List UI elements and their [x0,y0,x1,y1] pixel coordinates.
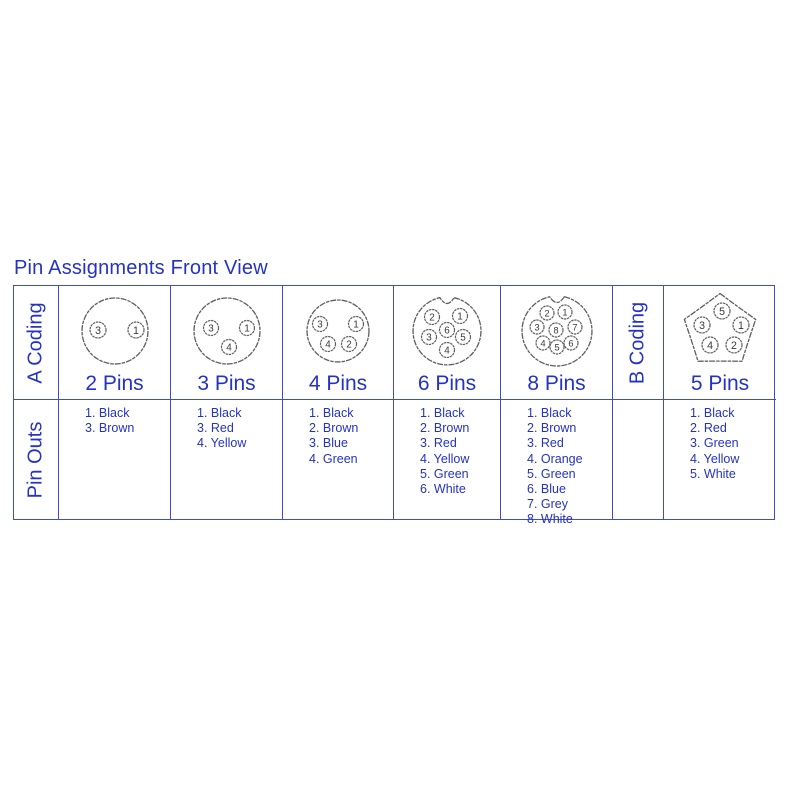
pinout-item: 2. Brown [527,421,577,436]
pinout-item: 1. Black [309,406,354,420]
pin-number: 1 [561,307,568,318]
connector-cell-2-pins [59,286,171,400]
page-title: Pin Assignments Front View [14,257,268,279]
connector-label: 6 Pins [417,371,477,395]
pinout-item: 7. Grey [527,497,568,512]
pin-number: 6 [444,325,450,337]
pinout-list [527,406,610,528]
pinout-item: 1. Black [690,406,735,420]
pinout-item: 4. Orange [527,451,583,466]
connector-label: 4 Pins [308,371,368,395]
pinout-list [85,406,168,436]
pinout-item: 4. Yellow [197,436,247,451]
pin-number: 6 [567,338,574,349]
pin-number: 3 [94,324,101,337]
pin-number: 5 [553,342,560,353]
pin-number: 2 [543,308,550,319]
pin-assignments-table [13,285,775,527]
pin-number: 1 [353,319,359,331]
pinout-item: 3. Green [690,436,739,451]
pin-outs-label: Pin Outs [24,421,47,498]
connector-cell-6-pins [394,286,501,400]
pin-number: 8 [552,325,559,336]
pin-number: 1 [457,311,463,323]
pin-number: 2 [429,312,435,324]
connector-5-pins-diagram [678,289,762,373]
pinout-item: 3. Red [197,421,234,436]
connector-3-pins-diagram [185,289,269,373]
connector-cell-5-pins [664,286,776,400]
pin-number: 4 [707,339,713,352]
pinouts-cell-5-pins [664,400,776,519]
b-coding-label: B Coding [626,301,649,384]
pin-number: 2 [346,339,352,351]
pin-number: 4 [539,338,546,349]
pinouts-cell-4-pins [283,400,394,519]
pin-number: 5 [460,332,466,344]
pinouts-cell-2-pins [59,400,171,519]
pin-number: 7 [571,322,578,333]
pin-number: 3 [533,322,540,333]
pin-number: 3 [426,332,432,344]
pinout-item: 2. Brown [309,421,359,436]
pinout-item: 1. Black [197,406,242,420]
connector-cell-8-pins [501,286,613,400]
pinout-item: 3. Red [527,436,564,451]
connector-8-pins-diagram [515,289,599,373]
pinout-item: 4. Yellow [690,451,740,466]
pin-number: 4 [225,342,232,354]
pinout-item: 3. Red [420,436,457,451]
pin-assignments-section [13,257,779,527]
pinout-list [309,406,391,467]
pinout-item: 5. Green [420,466,469,481]
connector-4-pins-diagram [296,289,380,373]
pin-number: 3 [699,319,705,332]
pinout-list [690,406,774,482]
pinout-item: 4. Yellow [420,451,470,466]
pinout-item: 4. Green [309,451,358,466]
pinout-item: 5. Green [527,466,576,481]
pin-number: 4 [325,339,331,351]
connector-label: 8 Pins [527,371,586,395]
connector-label: 5 Pins [690,371,750,395]
connector-2-pins-diagram [73,289,157,373]
pinout-item: 2. Brown [420,421,470,436]
pin-number: 3 [207,323,214,335]
pin-number: 3 [317,319,323,331]
pinout-list [197,406,280,452]
pinout-item: 3. Blue [309,436,348,451]
pinouts-cell-b-coding-empty [613,400,664,519]
pinout-item: 1. Black [420,406,465,420]
row-header-a-coding [14,286,59,400]
row-header-b-coding [613,286,664,400]
connector-cell-4-pins [283,286,394,400]
connector-cell-3-pins [171,286,283,400]
pin-number: 1 [738,319,744,332]
pinout-list [420,406,498,497]
pin-number: 1 [243,323,250,335]
pinout-item: 3. Brown [85,421,135,436]
pin-number: 5 [719,305,725,318]
pin-number: 1 [132,324,139,337]
pinout-item: 6. White [420,482,466,497]
pinout-item: 5. White [690,466,736,481]
pinouts-cell-8-pins [501,400,613,527]
pinouts-cell-6-pins [394,400,501,519]
pin-number: 2 [731,339,737,352]
connector-label: 2 Pins [85,371,144,395]
pinout-item: 1. Black [85,406,130,420]
pinout-item: 6. Blue [527,482,566,497]
row-header-pin-outs [14,400,59,519]
pinout-item: 1. Black [527,406,572,420]
pinout-item: 8. White [527,512,573,527]
pinout-item: 2. Red [690,421,727,436]
pinouts-cell-3-pins [171,400,283,519]
pin-number: 4 [444,345,450,357]
connector-6-pins-diagram [405,289,489,373]
connector-label: 3 Pins [197,371,256,395]
a-coding-label: A Coding [24,301,47,384]
